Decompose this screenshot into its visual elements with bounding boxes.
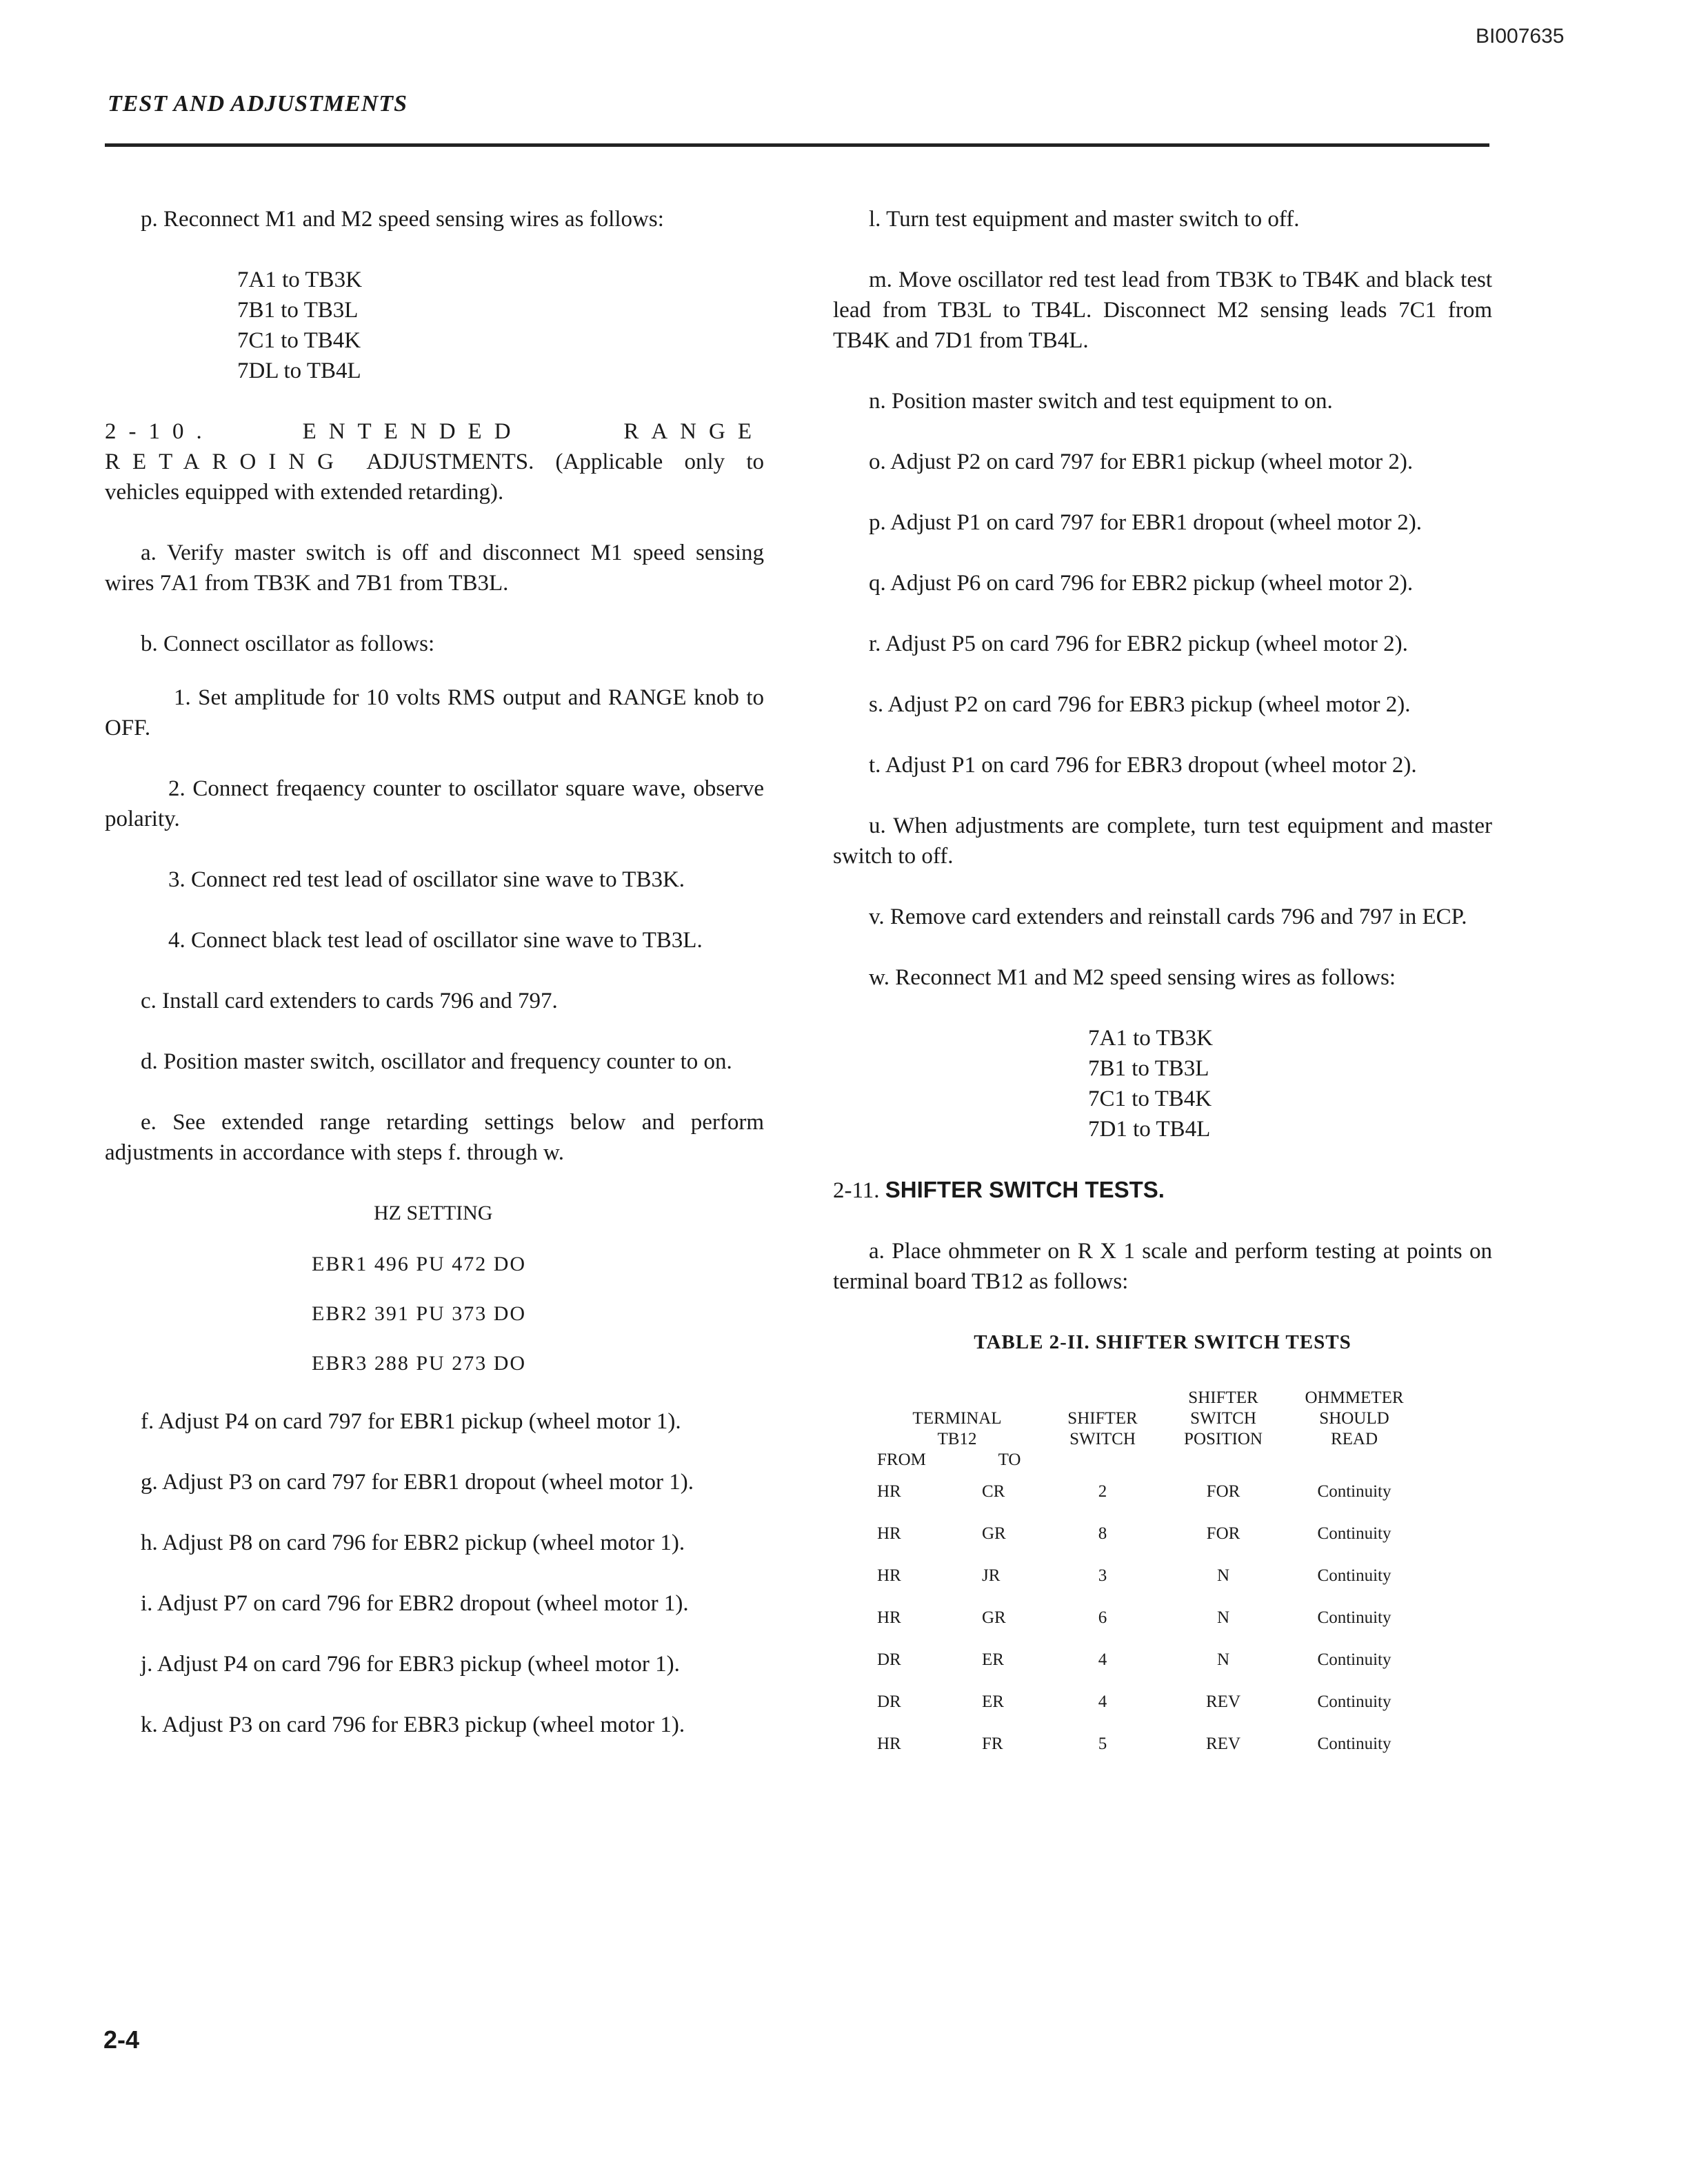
wire-item: 7B1 to TB3L [237,298,359,323]
table-cell: HR [877,1734,901,1753]
table-cell: ER [982,1650,1004,1669]
table-cell: Continuity [1317,1482,1391,1501]
table-cell: 3 [1098,1566,1107,1585]
section-2-11-heading: 2-11. SHIFTER SWITCH TESTS. [833,1177,1165,1203]
step-d: d. Position master switch, oscillator and frequency counter to on. [141,1049,732,1074]
hz-settings [312,1198,764,1379]
step-g: g. Adjust P3 on card 797 for EBR1 dropout (wheel motor 1). [141,1470,694,1495]
header-shifter-switch-position: SHIFTER SWITCH POSITION [1184,1388,1263,1448]
table-cell: 2 [1098,1482,1107,1501]
table-cell: JR [982,1566,1001,1585]
shifter-switch-table [877,1388,1430,1765]
step-h: h. Adjust P8 on card 796 for EBR2 pickup (wheel motor 1). [141,1530,685,1555]
step-b1: 1. Set amplitude for 10 volts RMS output and RANGE knob to OFF. [105,685,764,740]
step-l: l. Turn test equipment and master switch to off. [869,207,1300,232]
hz-settings-title: HZ SETTING [374,1202,493,1224]
step-o: o. Adjust P2 on card 797 for EBR1 pickup (wheel motor 2). [869,449,1414,474]
step-s: s. Adjust P2 on card 796 for EBR3 pickup (wheel motor 2). [869,692,1411,717]
page-header: TEST AND ADJUSTMENTS [108,91,408,117]
table-cell: 4 [1098,1692,1107,1711]
table-cell: Continuity [1317,1524,1391,1543]
table-body [877,1470,1430,1765]
table-subheader-row [877,1450,1430,1470]
wire-item: 7D1 to TB4L [1088,1117,1211,1142]
step-t: t. Adjust P1 on card 796 for EBR3 dropout (wheel motor 2). [869,753,1417,778]
table-cell: HR [877,1566,901,1585]
step-v: v. Remove card extenders and reinstall cards 796 and 797 in ECP. [869,904,1467,929]
step-f: f. Adjust P4 on card 797 for EBR1 pickup (wheel motor 1). [141,1409,681,1434]
table-cell: 8 [1098,1524,1107,1543]
table-row [877,1597,1430,1639]
step-p: p. Reconnect M1 and M2 speed sensing wires as follows: [141,207,664,232]
step-a: a. Verify master switch is off and disconnect M1 speed sensing wires 7A1 from TB3K and 7B1 from TB3L. [105,540,764,596]
step-r: r. Adjust P5 on card 796 for EBR2 pickup (wheel motor 2). [869,631,1408,656]
step-2-11-a: a. Place ohmmeter on R X 1 scale and perform testing at points on terminal board TB12 as follows: [833,1239,1492,1294]
table-cell: FOR [1206,1482,1240,1501]
table-cell: HR [877,1524,901,1543]
table-row [877,1723,1430,1765]
step-p2: p. Adjust P1 on card 797 for EBR1 dropout (wheel motor 2). [869,510,1422,535]
document-id: BI007635 [1476,25,1565,48]
table-row [877,1639,1430,1681]
table-cell: REV [1206,1734,1240,1753]
header-to: TO [998,1450,1021,1469]
table-cell: Continuity [1317,1566,1391,1585]
left-column [105,204,764,1770]
wire-list-right [1088,1023,1492,1144]
wire-item: 7B1 to TB3L [1088,1056,1209,1081]
table-cell: CR [982,1482,1005,1501]
table-cell: HR [877,1608,901,1627]
step-n: n. Position master switch and test equipment to on. [869,389,1333,414]
step-w: w. Reconnect M1 and M2 speed sensing wires as follows: [869,965,1396,990]
wire-item: 7DL to TB4L [237,358,361,383]
table-cell: GR [982,1524,1006,1543]
step-j: j. Adjust P4 on card 796 for EBR3 pickup (wheel motor 1). [141,1652,680,1677]
table-cell: REV [1206,1692,1240,1711]
table-cell: Continuity [1317,1650,1391,1669]
header-ohmmeter: OHMMETER SHOULD READ [1305,1388,1404,1448]
table-row [877,1555,1430,1597]
step-b3: 3. Connect red test lead of oscillator sine wave to TB3K. [168,867,685,892]
table-cell: DR [877,1692,901,1711]
header-shifter-switch: SHIFTER SWITCH [1067,1409,1138,1448]
wire-item: 7C1 to TB4K [1088,1086,1212,1111]
hz-row: EBR1 496 PU 472 DO [312,1253,527,1275]
table-cell: 5 [1098,1734,1107,1753]
right-column [833,204,1492,1765]
section-2-10-heading: 2-10. ENTENDED RANGE RETAROING ADJUSTMENTS. (Applicable only to vehicles equipped with extended retarding). [105,419,764,505]
wire-item: 7C1 to TB4K [237,328,361,353]
wire-item: 7A1 to TB3K [237,267,362,292]
header-from: FROM [877,1450,926,1469]
table-cell: Continuity [1317,1692,1391,1711]
step-b2: 2. Connect freqaency counter to oscillator square wave, observe polarity. [105,776,764,831]
table-cell: FOR [1206,1524,1240,1543]
table-title: TABLE 2-II. SHIFTER SWITCH TESTS [974,1331,1352,1353]
table-cell: DR [877,1650,901,1669]
wire-list-left [237,265,764,386]
table-cell: HR [877,1482,901,1501]
table-cell: FR [982,1734,1003,1753]
step-q: q. Adjust P6 on card 796 for EBR2 pickup (wheel motor 2). [869,571,1414,596]
table-cell: Continuity [1317,1608,1391,1627]
table-row [877,1681,1430,1723]
header-rule [105,143,1489,147]
table-row [877,1470,1430,1513]
step-e: e. See extended range retarding settings below and perform adjustments in accordance with steps f. through w. [105,1110,764,1165]
hz-row: EBR2 391 PU 373 DO [312,1302,527,1325]
table-cell: 6 [1098,1608,1107,1627]
step-u: u. When adjustments are complete, turn test equipment and master switch to off. [833,813,1492,869]
table-row [877,1513,1430,1555]
table-cell: 4 [1098,1650,1107,1669]
table-cell: GR [982,1608,1006,1627]
header-terminal: TERMINAL TB12 [912,1409,1002,1448]
step-i: i. Adjust P7 on card 796 for EBR2 dropout (wheel motor 1). [141,1591,689,1616]
table-cell: N [1216,1566,1230,1585]
step-k: k. Adjust P3 on card 796 for EBR3 pickup (wheel motor 1). [141,1712,685,1737]
table-cell: ER [982,1692,1004,1711]
table-cell: N [1216,1650,1230,1669]
hz-row: EBR3 288 PU 273 DO [312,1352,527,1375]
page-number: 2-4 [103,2025,140,2054]
step-b4: 4. Connect black test lead of oscillator sine wave to TB3L. [168,928,703,953]
step-m: m. Move oscillator red test lead from TB3K to TB4K and black test lead from TB3L to TB4L. Disconnect M2 sensing leads 7C1 from TB4K and 7D1 from TB4L. [833,267,1492,353]
table-header-row [877,1388,1430,1450]
table-cell: Continuity [1317,1734,1391,1753]
table-cell: N [1216,1608,1230,1627]
wire-item: 7A1 to TB3K [1088,1026,1213,1051]
step-b: b. Connect oscillator as follows: [141,631,435,656]
step-c: c. Install card extenders to cards 796 and 797. [141,989,558,1013]
